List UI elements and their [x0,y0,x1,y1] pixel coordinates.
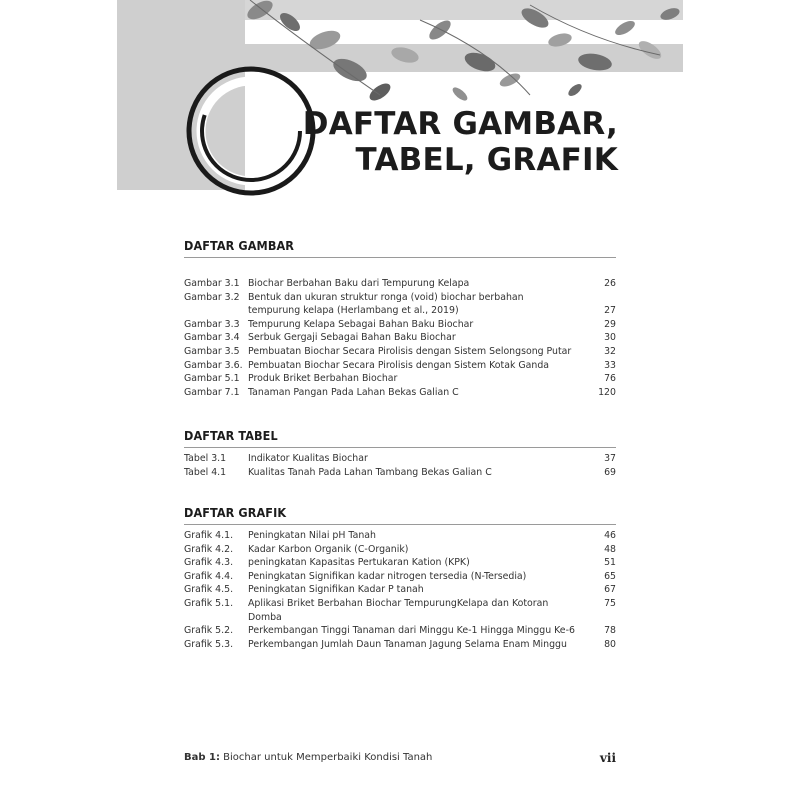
section-heading: DAFTAR GAMBAR [184,238,616,258]
chapter-name: Biochar untuk Memperbaiki Kondisi Tanah [223,752,433,763]
list-item: Gambar 7.1 Tanaman Pangan Pada Lahan Bekas Galian C 120 [184,386,616,398]
list-item: Gambar 3.5 Pembuatan Biochar Secara Pirolisis dengan Sistem Selongsong Putar 32 [184,345,616,357]
list-item: Grafik 4.2. Kadar Karbon Organik (C-Organik) 48 [184,543,616,555]
title-line-1: DAFTAR GAMBAR, [302,106,618,142]
title-line-2: TABEL, GRAFIK [355,142,618,178]
list-item: Grafik 5.3. Perkembangan Jumlah Daun Tanaman Jagung Selama Enam Minggu 80 [184,638,616,650]
page-number: vii [599,751,616,765]
list-item: Tabel 4.1 Kualitas Tanah Pada Lahan Tambang Bekas Galian C 69 [184,466,616,478]
list-item: Gambar 5.1 Produk Briket Berbahan Biochar 76 [184,373,616,385]
section-heading: DAFTAR TABEL [184,428,616,448]
page-footer [184,752,616,768]
page-title [303,106,618,178]
list-item: Grafik 5.2. Perkembangan Tinggi Tanaman dari Minggu Ke-1 Hingga Minggu Ke-6 78 [184,625,616,637]
list-item: Tabel 3.1 Indikator Kualitas Biochar 37 [184,453,616,464]
list-item: Grafik 4.1. Peningkatan Nilai pH Tanah 46 [184,530,616,541]
list-item: Gambar 3.1 Biochar Berbahan Baku dari Tempurung Kelapa 26 [184,278,616,289]
section-daftar-gambar [184,238,616,399]
list-item: Grafik 4.5. Peningkatan Signifikan Kadar P tanah 67 [184,584,616,596]
section-heading: DAFTAR GRAFIK [184,505,616,525]
list-item-continuation: tempurung kelapa (Herlambang et al., 2019) 27 [248,305,616,317]
chapter-title [184,752,432,763]
list-item: Grafik 4.3. peningkatan Kapasitas Pertukaran Kation (KPK) 51 [184,557,616,569]
list-item: Gambar 3.4 Serbuk Gergaji Sebagai Bahan Baku Biochar 30 [184,332,616,344]
list-item: Gambar 3.2 Bentuk dan ukuran struktur ronga (void) biochar berbahan [184,291,524,303]
list-item: Grafik 5.1. Aplikasi Briket Berbahan Biochar TempurungKelapa dan Kotoran Domba 75 [184,597,616,623]
ring-decoration [184,64,318,198]
list-item: Gambar 3.6. Pembuatan Biochar Secara Pirolisis dengan Sistem Kotak Ganda 33 [184,359,616,371]
section-daftar-grafik [184,505,616,651]
section-daftar-tabel [184,428,616,479]
chapter-label: Bab 1: [184,752,220,763]
list-item: Grafik 4.4. Peningkatan Signifikan kadar nitrogen tersedia (N-Tersedia) 65 [184,570,616,582]
list-item: Gambar 3.3 Tempurung Kelapa Sebagai Bahan Baku Biochar 29 [184,318,616,330]
